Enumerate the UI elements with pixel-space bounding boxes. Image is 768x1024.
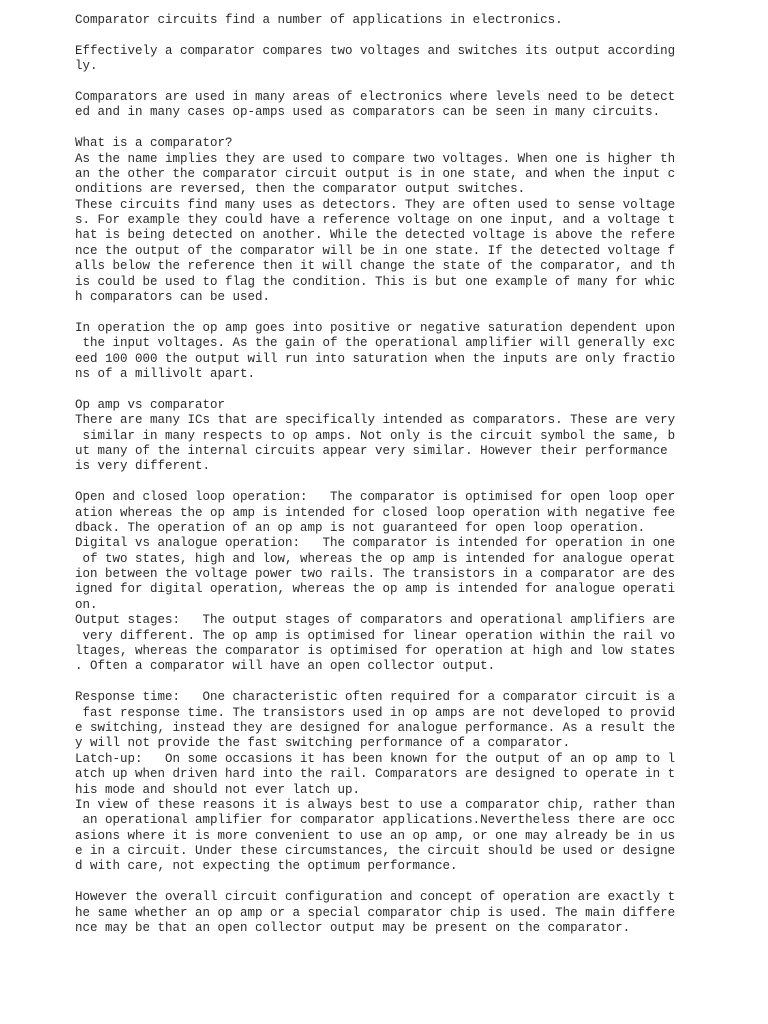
text-line: ation whereas the op amp is intended for closed loop operation with negative fee — [75, 505, 676, 520]
text-line: his mode and should not ever latch up. — [75, 782, 361, 797]
text-line: ut many of the internal circuits appear very similar. However their performance — [75, 443, 668, 458]
text-line: alls below the reference then it will change the state of the comparator, and th — [75, 259, 676, 274]
text-line: Latch-up: On some occasions it has been known for the output of an op amp to l — [75, 751, 676, 766]
text-line: nce may be that an open collector output may be present on the comparator. — [75, 921, 631, 936]
text-line: similar in many respects to op amps. Not only is the circuit symbol the same, b — [75, 428, 676, 443]
text-line: ed and in many cases op-amps used as comparators can be seen in many circuits. — [75, 105, 661, 120]
text-line: an the other the comparator circuit output is in one state, and when the input c — [75, 166, 676, 181]
text-line: d with care, not expecting the optimum performance. — [75, 859, 458, 874]
text-line: y will not provide the fast switching performance of a comparator. — [75, 736, 571, 751]
text-line: Open and closed loop operation: The comparator is optimised for open loop oper — [75, 490, 676, 505]
text-line: fast response time. The transistors used in op amps are not developed to provid — [75, 705, 676, 720]
text-line — [75, 382, 675, 397]
text-line: h comparators can be used. — [75, 290, 271, 305]
text-line: of two states, high and low, whereas the op amp is intended for analogue operat — [75, 551, 676, 566]
text-line: an operational amplifier for comparator applications.Nevertheless there are occ — [75, 813, 676, 828]
text-line: nce the output of the comparator will be in one state. If the detected voltage f — [75, 243, 676, 258]
text-line: ly. — [75, 59, 98, 74]
text-line: As the name implies they are used to compare two voltages. When one is higher th — [75, 151, 676, 166]
text-line: Comparator circuits find a number of applications in electronics. — [75, 13, 563, 27]
text-line: asions where it is more convenient to use an op amp, or one may already be in us — [75, 828, 676, 843]
text-line: he same whether an op amp or a special comparator chip is used. The main differe — [75, 905, 676, 920]
text-line: However the overall circuit configuration and concept of operation are exactly t — [75, 890, 676, 905]
text-line: is very different. — [75, 459, 211, 474]
text-line: In operation the op amp goes into positive or negative saturation dependent upon — [75, 320, 676, 335]
text-line: ns of a millivolt apart. — [75, 366, 256, 381]
text-line — [75, 875, 675, 890]
text-line: . Often a comparator will have an open collector output. — [75, 659, 496, 674]
document-body — [75, 13, 675, 936]
text-line: Comparators are used in many areas of electronics where levels need to be detect — [75, 89, 676, 104]
text-line: igned for digital operation, whereas the op amp is intended for analogue operati — [75, 582, 676, 597]
text-line: hat is being detected on another. While the detected voltage is above the refere — [75, 228, 676, 243]
text-line: ltages, whereas the comparator is optimised for operation at high and low states — [75, 644, 676, 659]
text-line: dback. The operation of an op amp is not guaranteed for open loop operation. — [75, 520, 646, 535]
text-line: e switching, instead they are designed for analogue performance. As a result the — [75, 720, 676, 735]
section-heading: What is a comparator? — [75, 136, 233, 151]
text-line — [75, 28, 675, 43]
text-line: eed 100 000 the output will run into saturation when the inputs are only fractio — [75, 351, 676, 366]
text-line: Effectively a comparator compares two voltages and switches its output according — [75, 43, 676, 58]
text-line: There are many ICs that are specifically intended as comparators. These are very — [75, 413, 676, 428]
text-line — [75, 675, 675, 690]
text-line: is could be used to flag the condition. This is but one example of many for whic — [75, 274, 676, 289]
text-line: Response time: One characteristic often required for a comparator circuit is a — [75, 690, 676, 705]
text-line: s. For example they could have a reference voltage on one input, and a voltage t — [75, 213, 676, 228]
text-line: In view of these reasons it is always best to use a comparator chip, rather than — [75, 797, 676, 812]
section-heading: Op amp vs comparator — [75, 397, 226, 412]
text-line: atch up when driven hard into the rail. Comparators are designed to operate in t — [75, 767, 676, 782]
text-line — [75, 75, 675, 90]
text-line: e in a circuit. Under these circumstances, the circuit should be used or designe — [75, 844, 676, 859]
text-line: the input voltages. As the gain of the operational amplifier will generally exc — [75, 336, 676, 351]
text-line: These circuits find many uses as detectors. They are often used to sense voltage — [75, 197, 676, 212]
text-line: ion between the voltage power two rails. The transistors in a comparator are des — [75, 567, 676, 582]
text-line — [75, 121, 675, 136]
text-line — [75, 475, 675, 490]
text-line: Output stages: The output stages of comparators and operational amplifiers are — [75, 613, 676, 628]
text-line: on. — [75, 597, 98, 612]
text-line: very different. The op amp is optimised for linear operation within the rail vo — [75, 628, 676, 643]
text-line — [75, 305, 675, 320]
text-line: onditions are reversed, then the comparator output switches. — [75, 182, 526, 197]
text-line: Digital vs analogue operation: The comparator is intended for operation in one — [75, 536, 676, 551]
